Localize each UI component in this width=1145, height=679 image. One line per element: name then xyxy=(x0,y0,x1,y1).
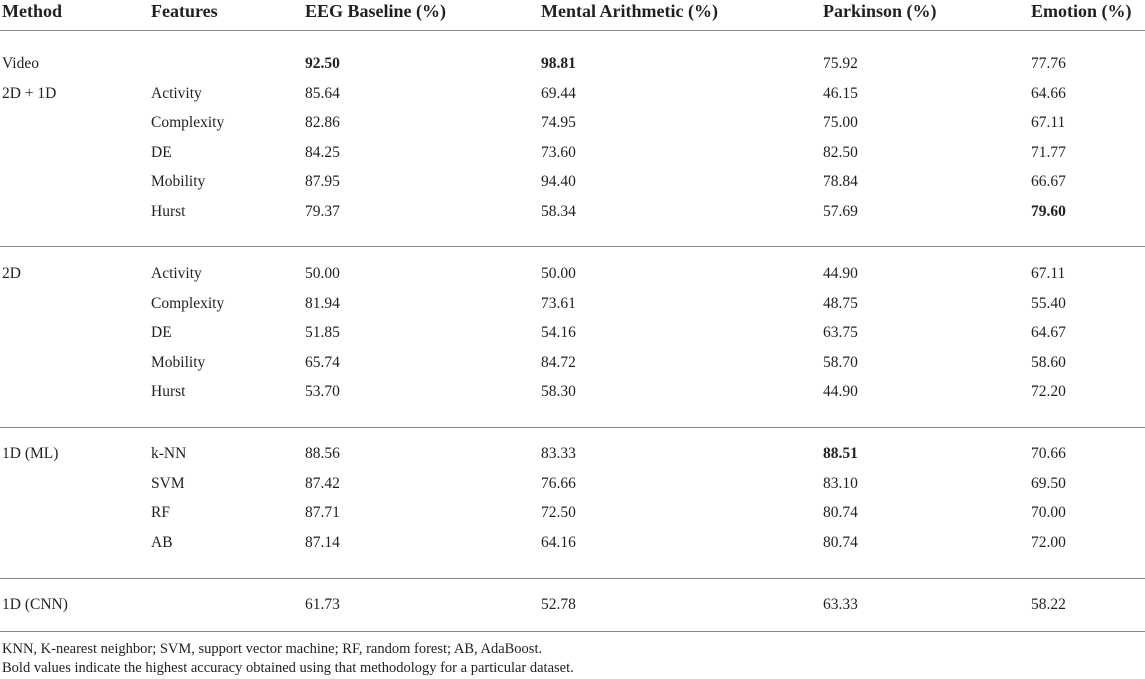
parkinson-cell: 58.70 xyxy=(823,353,858,371)
header-method: Method xyxy=(2,1,62,21)
parkinson-cell: 48.75 xyxy=(823,294,858,312)
mental-arithmetic-cell: 72.50 xyxy=(541,504,576,522)
emotion-cell: 64.66 xyxy=(1031,84,1066,102)
parkinson-cell: 75.00 xyxy=(823,114,858,132)
mental-arithmetic-cell: 69.44 xyxy=(541,84,576,102)
feature-cell: Activity xyxy=(151,84,202,102)
table-row xyxy=(0,532,1145,554)
table-row xyxy=(0,322,1145,344)
feature-cell: Hurst xyxy=(151,203,186,220)
header-parkinson: Parkinson (%) xyxy=(823,1,937,21)
feature-cell: SVM xyxy=(151,474,185,492)
parkinson-cell: 63.33 xyxy=(823,596,858,613)
emotion-cell: 72.00 xyxy=(1031,533,1066,551)
eeg-baseline-cell: 92.50 xyxy=(305,55,340,72)
table-row xyxy=(0,381,1145,403)
mental-arithmetic-cell: 73.60 xyxy=(541,143,576,161)
eeg-baseline-cell: 53.70 xyxy=(305,383,340,401)
emotion-cell: 58.22 xyxy=(1031,596,1066,613)
parkinson-cell: 82.50 xyxy=(823,143,858,161)
parkinson-cell: 78.84 xyxy=(823,173,858,191)
table-row xyxy=(0,83,1145,105)
table-row xyxy=(0,293,1145,315)
table-row xyxy=(0,502,1145,524)
parkinson-cell: 80.74 xyxy=(823,504,858,522)
eeg-baseline-cell: 82.86 xyxy=(305,114,340,132)
mental-arithmetic-cell: 83.33 xyxy=(541,445,576,462)
eeg-baseline-cell: 61.73 xyxy=(305,596,340,613)
emotion-cell: 66.67 xyxy=(1031,173,1066,191)
emotion-cell: 70.66 xyxy=(1031,445,1066,462)
parkinson-cell: 83.10 xyxy=(823,474,858,492)
emotion-cell: 67.11 xyxy=(1031,265,1066,282)
group-rule xyxy=(0,246,1145,247)
mental-arithmetic-cell: 52.78 xyxy=(541,596,576,613)
feature-cell: k-NN xyxy=(151,445,187,462)
group-rule xyxy=(0,427,1145,428)
feature-cell: Complexity xyxy=(151,114,225,132)
eeg-baseline-cell: 81.94 xyxy=(305,294,340,312)
parkinson-cell: 80.74 xyxy=(823,533,858,551)
parkinson-cell: 44.90 xyxy=(823,265,858,282)
emotion-cell: 79.60 xyxy=(1031,203,1066,220)
feature-cell: Mobility xyxy=(151,353,206,371)
mental-arithmetic-cell: 74.95 xyxy=(541,114,576,132)
header-features: Features xyxy=(151,1,218,21)
header-mental-arithmetic: Mental Arithmetic (%) xyxy=(541,1,718,21)
parkinson-cell: 44.90 xyxy=(823,383,858,401)
feature-cell: Complexity xyxy=(151,294,225,312)
mental-arithmetic-cell: 54.16 xyxy=(541,324,576,342)
table-row xyxy=(0,171,1145,193)
emotion-cell: 64.67 xyxy=(1031,324,1066,342)
parkinson-cell: 46.15 xyxy=(823,84,858,102)
emotion-cell: 55.40 xyxy=(1031,294,1066,312)
mental-arithmetic-cell: 50.00 xyxy=(541,265,576,282)
parkinson-cell: 75.92 xyxy=(823,55,858,72)
method-cell: 1D (CNN) xyxy=(2,596,68,613)
parkinson-cell: 88.51 xyxy=(823,445,858,462)
eeg-baseline-cell: 88.56 xyxy=(305,445,340,462)
feature-cell: AB xyxy=(151,533,173,551)
mental-arithmetic-cell: 73.61 xyxy=(541,294,576,312)
emotion-cell: 69.50 xyxy=(1031,474,1066,492)
emotion-cell: 58.60 xyxy=(1031,353,1066,371)
eeg-baseline-cell: 51.85 xyxy=(305,324,340,342)
eeg-baseline-cell: 79.37 xyxy=(305,203,340,220)
mental-arithmetic-cell: 98.81 xyxy=(541,55,576,72)
eeg-baseline-cell: 87.95 xyxy=(305,173,340,191)
parkinson-cell: 63.75 xyxy=(823,324,858,342)
eeg-baseline-cell: 85.64 xyxy=(305,84,340,102)
table-row xyxy=(0,443,1145,465)
emotion-cell: 67.11 xyxy=(1031,114,1066,132)
table-row xyxy=(0,112,1145,134)
header-rule xyxy=(0,30,1145,31)
eeg-baseline-cell: 87.71 xyxy=(305,504,340,522)
header-emotion: Emotion (%) xyxy=(1031,1,1132,21)
table-row xyxy=(0,594,1145,616)
feature-cell: Activity xyxy=(151,265,202,282)
mental-arithmetic-cell: 94.40 xyxy=(541,173,576,191)
eeg-baseline-cell: 84.25 xyxy=(305,143,340,161)
parkinson-cell: 57.69 xyxy=(823,203,858,220)
mental-arithmetic-cell: 58.34 xyxy=(541,203,576,220)
feature-cell: RF xyxy=(151,504,170,522)
method-cell: 1D (ML) xyxy=(2,445,59,462)
feature-cell: DE xyxy=(151,324,172,342)
emotion-cell: 77.76 xyxy=(1031,55,1066,72)
table-row xyxy=(0,142,1145,164)
feature-cell: Mobility xyxy=(151,173,206,191)
method-cell: 2D + 1D xyxy=(2,84,57,102)
table-row xyxy=(0,473,1145,495)
feature-cell: DE xyxy=(151,143,172,161)
mental-arithmetic-cell: 64.16 xyxy=(541,533,576,551)
group-rule xyxy=(0,631,1145,632)
emotion-cell: 71.77 xyxy=(1031,143,1066,161)
footnote-bold-note: Bold values indicate the highest accuracy obtained using that methodology for a particular dataset. xyxy=(2,660,574,676)
feature-cell: Hurst xyxy=(151,383,186,401)
emotion-cell: 72.20 xyxy=(1031,383,1066,401)
eeg-baseline-cell: 50.00 xyxy=(305,265,340,282)
header-eeg-baseline: EEG Baseline (%) xyxy=(305,1,447,21)
mental-arithmetic-cell: 58.30 xyxy=(541,383,576,401)
method-cell: Video xyxy=(2,55,39,72)
table-row xyxy=(0,263,1145,285)
table-row xyxy=(0,53,1145,75)
table-row xyxy=(0,352,1145,374)
emotion-cell: 70.00 xyxy=(1031,504,1066,522)
eeg-baseline-cell: 87.14 xyxy=(305,533,340,551)
footnote-abbreviations: KNN, K-nearest neighbor; SVM, support vector machine; RF, random forest; AB, AdaBoost. xyxy=(2,641,543,657)
mental-arithmetic-cell: 84.72 xyxy=(541,353,576,371)
table-row xyxy=(0,201,1145,223)
eeg-baseline-cell: 65.74 xyxy=(305,353,340,371)
method-cell: 2D xyxy=(2,265,21,282)
eeg-baseline-cell: 87.42 xyxy=(305,474,340,492)
mental-arithmetic-cell: 76.66 xyxy=(541,474,576,492)
group-rule xyxy=(0,578,1145,579)
